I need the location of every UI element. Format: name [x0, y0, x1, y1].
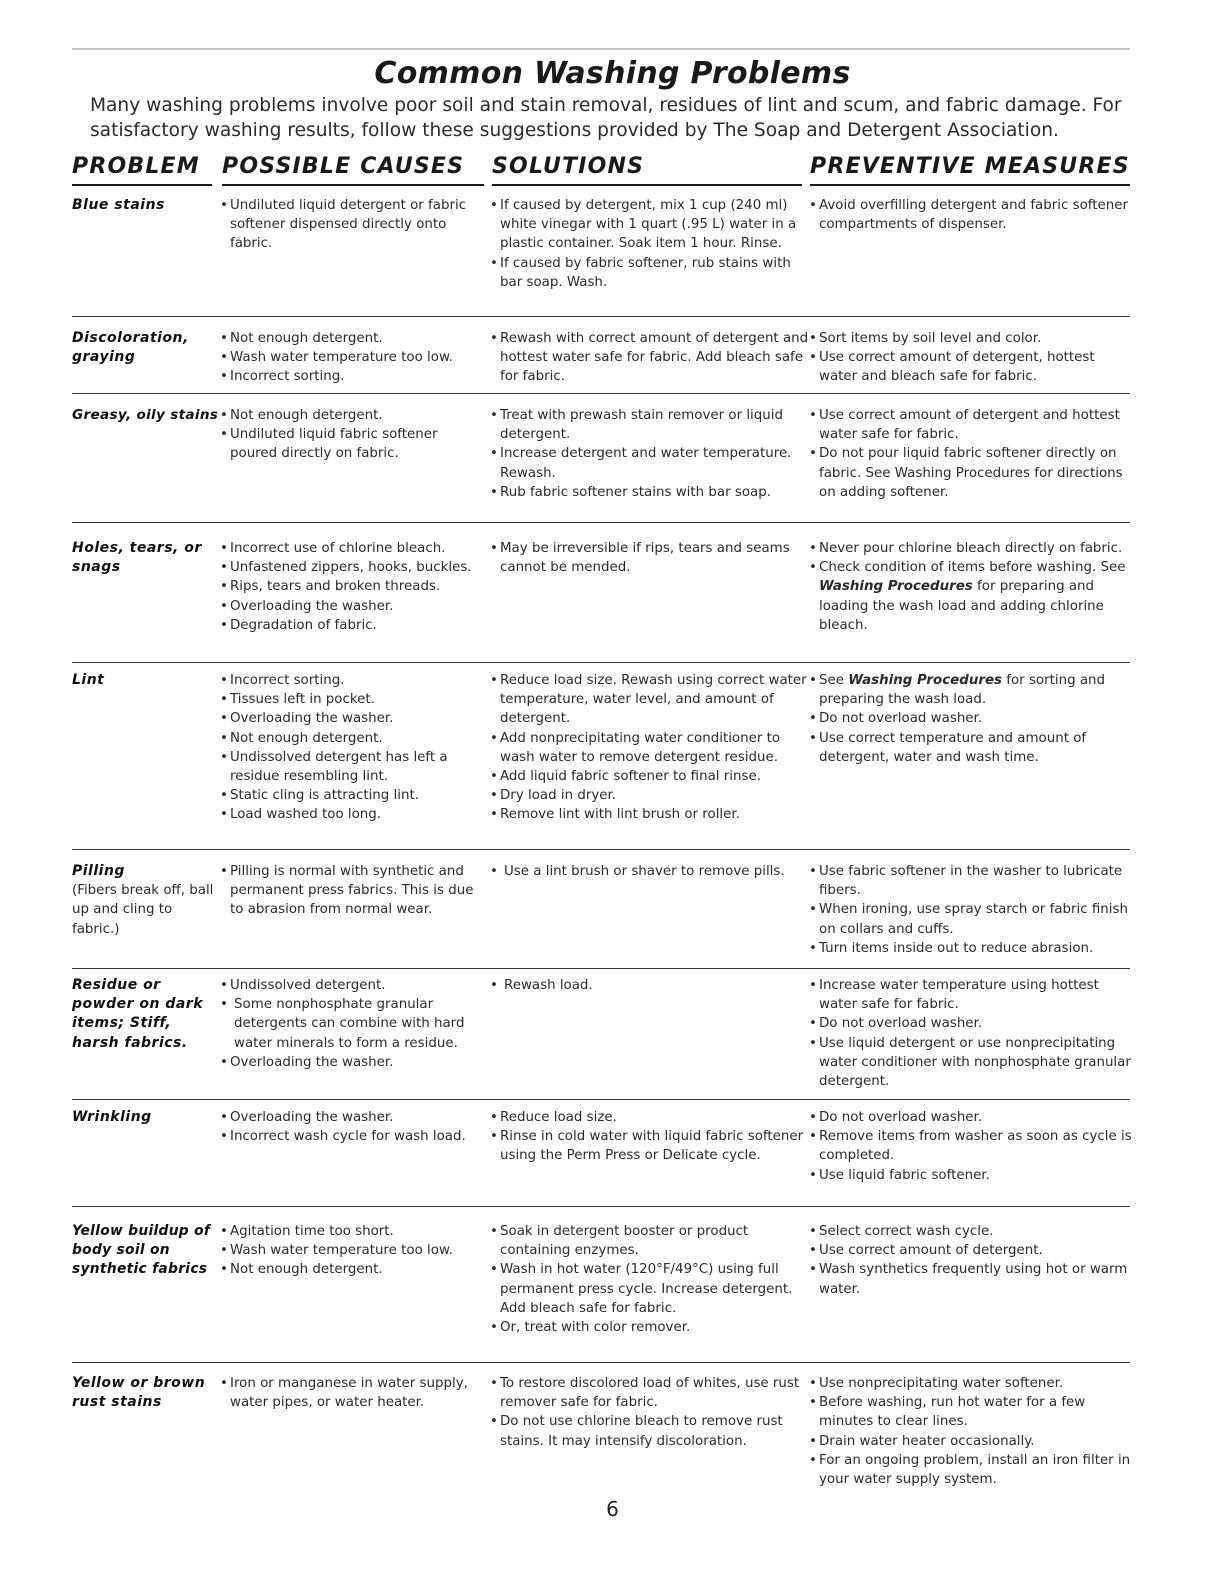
- problem-cell: [72, 1374, 212, 1412]
- list-item: • Drain water heater occasionally.: [809, 1432, 1134, 1451]
- problem-cell: [72, 406, 232, 425]
- problem-cell: [72, 976, 207, 1053]
- list-item: • Reduce load size.: [490, 1108, 810, 1127]
- solutions-cell: [490, 329, 810, 387]
- causes-cell: [220, 1108, 482, 1146]
- list-item: • Do not overload washer.: [809, 709, 1134, 728]
- row-divider: [72, 316, 1130, 317]
- causes-cell: [220, 406, 482, 464]
- list-item: • Not enough detergent.: [220, 329, 482, 348]
- preventive-cell: [809, 1222, 1134, 1299]
- problem-name: Discoloration, graying: [72, 330, 189, 366]
- list-item: • If caused by detergent, mix 1 cup (240 ml) white vinegar with 1 quart (.95 L) water in a plastic container. Soak item 1 hour. Rinse.: [490, 196, 810, 254]
- list-item: • Not enough detergent.: [220, 729, 482, 748]
- list-item: • Rewash load.: [490, 976, 810, 995]
- solutions-cell: [490, 196, 810, 292]
- list-item: • Incorrect sorting.: [220, 367, 482, 386]
- header-rule: [492, 184, 802, 186]
- causes-cell: [220, 539, 482, 635]
- problem-cell: [72, 329, 222, 367]
- list-item: • Do not overload washer.: [809, 1014, 1134, 1033]
- problem-name: Residue or powder on dark items; Stiff, harsh fabrics.: [72, 977, 204, 1051]
- problem-cell: [72, 1222, 217, 1280]
- problem-name: Holes, tears, or snags: [72, 540, 202, 576]
- list-item: • Treat with prewash stain remover or liquid detergent.: [490, 406, 810, 444]
- list-item: • Overloading the washer.: [220, 1053, 482, 1072]
- solutions-cell: [490, 539, 810, 577]
- list-item: • Before washing, run hot water for a few minutes to clear lines.: [809, 1393, 1134, 1431]
- washing-procedures-ref: Washing Procedures: [819, 579, 973, 595]
- header-rule: [810, 184, 1130, 186]
- text-span: Check condition of items before washing. See: [819, 560, 1126, 576]
- row-divider: [72, 1362, 1130, 1363]
- intro-paragraph: Many washing problems involve poor soil and stain removal, residues of lint and scum, and fabric damage. For satisfactory washing results, follow these suggestions provided by The Soap and Detergent Association.: [90, 95, 1122, 141]
- solutions-cell: [490, 1108, 810, 1166]
- list-item: • Static cling is attracting lint.: [220, 786, 482, 805]
- solutions-cell: [490, 1374, 810, 1451]
- text-span: for sorting and preparing the wash load.: [819, 673, 1106, 708]
- list-item: • Wash in hot water (120°F/49°C) using full permanent press cycle. Increase detergent.: [490, 1260, 810, 1298]
- causes-cell: [220, 196, 482, 254]
- list-item: • Use correct amount of detergent and hottest water safe for fabric.: [809, 406, 1134, 444]
- problem-name: Yellow or brown rust stains: [72, 1375, 206, 1411]
- preventive-cell: [809, 1374, 1134, 1489]
- header-rule: [72, 184, 212, 186]
- list-item: • Do not use chlorine bleach to remove rust stains. It may intensify discoloration.: [490, 1412, 810, 1450]
- list-item: • Undiluted liquid detergent or fabric softener dispensed directly onto fabric.: [220, 196, 482, 254]
- row-divider: [72, 522, 1130, 523]
- problem-cell: [72, 1108, 222, 1127]
- causes-cell: [220, 1222, 482, 1280]
- list-item: • Do not pour liquid fabric softener directly on fabric. See Washing Procedures for directions on adding softener.: [809, 444, 1134, 502]
- problem-cell: [72, 196, 222, 215]
- problem-subtitle: (Fibers break off, ball up and cling to fabric.): [72, 883, 214, 937]
- list-item: • Incorrect use of chlorine bleach.: [220, 539, 482, 558]
- list-item: • Degradation of fabric.: [220, 616, 482, 635]
- list-item: • Undissolved detergent.: [220, 976, 482, 995]
- list-item: • Avoid overfilling detergent and fabric softener compartments of dispenser.: [809, 196, 1134, 234]
- preventive-cell: [809, 671, 1134, 767]
- list-item: • To restore discolored load of whites, use rust remover safe for fabric.: [490, 1374, 810, 1412]
- solutions-cell: [490, 1222, 810, 1337]
- problem-cell: [72, 862, 222, 939]
- text-span: See: [819, 673, 849, 688]
- list-item: • Tissues left in pocket.: [220, 690, 482, 709]
- row-divider: [72, 1206, 1130, 1207]
- list-item: • Dry load in dryer.: [490, 786, 810, 805]
- list-item: • Use liquid fabric softener.: [809, 1166, 1134, 1185]
- list-item: [809, 558, 1134, 635]
- preventive-cell: [809, 196, 1134, 234]
- header-solutions: SOLUTIONS: [492, 154, 645, 179]
- list-item: • Soak in detergent booster or product containing enzymes.: [490, 1222, 810, 1260]
- preventive-cell: [809, 1108, 1134, 1185]
- list-item: • Use correct amount of detergent, hottest water and bleach safe for fabric.: [809, 348, 1134, 386]
- causes-cell: [220, 329, 482, 387]
- list-item: [809, 671, 1134, 709]
- list-item: • Add nonprecipitating water conditioner to wash water to remove detergent residue.: [490, 729, 810, 767]
- list-item: • Wash water temperature too low.: [220, 348, 482, 367]
- list-item: • Rips, tears and broken threads.: [220, 577, 482, 596]
- list-item: • Wash water temperature too low.: [220, 1241, 482, 1260]
- list-item: • Some nonphosphate granular detergents can combine with hard water minerals to form a residue.: [220, 995, 482, 1053]
- list-item: • Agitation time too short.: [220, 1222, 482, 1241]
- list-item: • When ironing, use spray starch or fabric finish on collars and cuffs.: [809, 900, 1134, 938]
- row-divider: [72, 1099, 1130, 1100]
- list-item: • Select correct wash cycle.: [809, 1222, 1134, 1241]
- problem-name: Yellow buildup of body soil on synthetic fabrics: [72, 1223, 211, 1278]
- list-item: • Rewash with correct amount of detergent and hottest water safe for fabric. Add bleach safe for fabric.: [490, 329, 810, 387]
- list-item: • Overloading the washer.: [220, 1108, 482, 1127]
- preventive-cell: [809, 539, 1134, 635]
- problem-name: Pilling: [72, 863, 125, 879]
- list-item: • Unfastened zippers, hooks, buckles.: [220, 558, 482, 577]
- list-item: • Use liquid detergent or use nonprecipitating water conditioner with nonphosphate granular detergent.: [809, 1034, 1134, 1092]
- solutions-cell: [490, 862, 810, 881]
- problem-name: Wrinkling: [72, 1109, 152, 1125]
- solutions-cell: [490, 671, 810, 825]
- header-causes: POSSIBLE CAUSES: [222, 154, 465, 179]
- row-divider: [72, 968, 1130, 969]
- list-item: • Load washed too long.: [220, 805, 482, 824]
- list-item: • Pilling is normal with synthetic and permanent press fabrics. This is due to abrasion from normal wear.: [220, 862, 482, 920]
- causes-cell: [220, 862, 482, 920]
- top-rule: [72, 48, 1130, 50]
- problem-name: Greasy, oily stains: [72, 407, 219, 423]
- list-item: • Rinse in cold water with liquid fabric softener using the Perm Press or Delicate cycle.: [490, 1127, 810, 1165]
- list-item: • Use a lint brush or shaver to remove pills.: [490, 862, 810, 881]
- header-problem: PROBLEM: [72, 154, 200, 179]
- list-item: • Not enough detergent.: [220, 406, 482, 425]
- preventive-cell: [809, 862, 1134, 958]
- list-item: Add bleach safe for fabric.: [500, 1300, 677, 1316]
- list-item: • Incorrect wash cycle for wash load.: [220, 1127, 482, 1146]
- list-item: • Or, treat with color remover.: [490, 1318, 810, 1337]
- washing-procedures-ref: Washing Procedures: [848, 673, 1003, 688]
- list-item: • Rub fabric softener stains with bar soap.: [490, 483, 810, 502]
- list-item: • Use correct amount of detergent.: [809, 1241, 1134, 1260]
- problem-cell: [72, 671, 222, 690]
- preventive-cell: [809, 976, 1134, 1091]
- header-preventive: PREVENTIVE MEASURES: [810, 154, 1130, 179]
- list-item: • For an ongoing problem, install an iron filter in your water supply system.: [809, 1451, 1134, 1489]
- list-item: • Increase detergent and water temperature. Rewash.: [490, 444, 810, 482]
- problem-name: Lint: [72, 672, 105, 688]
- text-span: for preparing and loading the wash load and adding chlorine bleach.: [819, 579, 1104, 633]
- row-divider: [72, 662, 1130, 663]
- list-item: • Remove lint with lint brush or roller.: [490, 805, 810, 824]
- row-divider: [72, 849, 1130, 850]
- list-item: • Use correct temperature and amount of detergent, water and wash time.: [809, 729, 1134, 767]
- preventive-cell: [809, 406, 1134, 502]
- solutions-cell: [490, 406, 810, 502]
- list-item: • Not enough detergent.: [220, 1260, 482, 1279]
- header-rule: [222, 184, 484, 186]
- list-item: • Reduce load size. Rewash using correct water temperature, water level, and amount of detergent.: [490, 671, 810, 729]
- list-item: • Increase water temperature using hottest water safe for fabric.: [809, 976, 1134, 1014]
- problem-cell: [72, 539, 222, 577]
- list-item: • Undiluted liquid fabric softener poured directly on fabric.: [220, 425, 482, 463]
- problem-name: Blue stains: [72, 197, 165, 213]
- list-item: • Add liquid fabric softener to final rinse.: [490, 767, 810, 786]
- list-item: • Overloading the washer.: [220, 709, 482, 728]
- preventive-cell: [809, 329, 1134, 387]
- list-item: • Iron or manganese in water supply, water pipes, or water heater.: [220, 1374, 482, 1412]
- list-item: • Sort items by soil level and color.: [809, 329, 1134, 348]
- list-item: • Never pour chlorine bleach directly on fabric.: [809, 539, 1134, 558]
- list-item: • Undissolved detergent has left a residue resembling lint.: [220, 748, 482, 786]
- list-item: • Incorrect sorting.: [220, 671, 482, 690]
- list-item: • If caused by fabric softener, rub stains with bar soap. Wash.: [490, 254, 810, 292]
- page-number: 6: [606, 1497, 619, 1521]
- list-item: • Turn items inside out to reduce abrasion.: [809, 939, 1134, 958]
- list-item: • Use nonprecipitating water softener.: [809, 1374, 1134, 1393]
- solutions-cell: [490, 976, 810, 995]
- list-item: • May be irreversible if rips, tears and seams cannot be mended.: [490, 539, 810, 577]
- list-item: • Do not overload washer.: [809, 1108, 1134, 1127]
- list-item: • Overloading the washer.: [220, 597, 482, 616]
- list-item: • Wash synthetics frequently using hot or warm water.: [809, 1260, 1134, 1298]
- causes-cell: [220, 976, 482, 1072]
- list-item: • Remove items from washer as soon as cycle is completed.: [809, 1127, 1134, 1165]
- row-divider: [72, 393, 1130, 394]
- causes-cell: [220, 671, 482, 825]
- page-title: Common Washing Problems: [374, 56, 851, 91]
- table-header: [0, 154, 1225, 186]
- causes-cell: [220, 1374, 482, 1412]
- list-item: • Use fabric softener in the washer to lubricate fibers.: [809, 862, 1134, 900]
